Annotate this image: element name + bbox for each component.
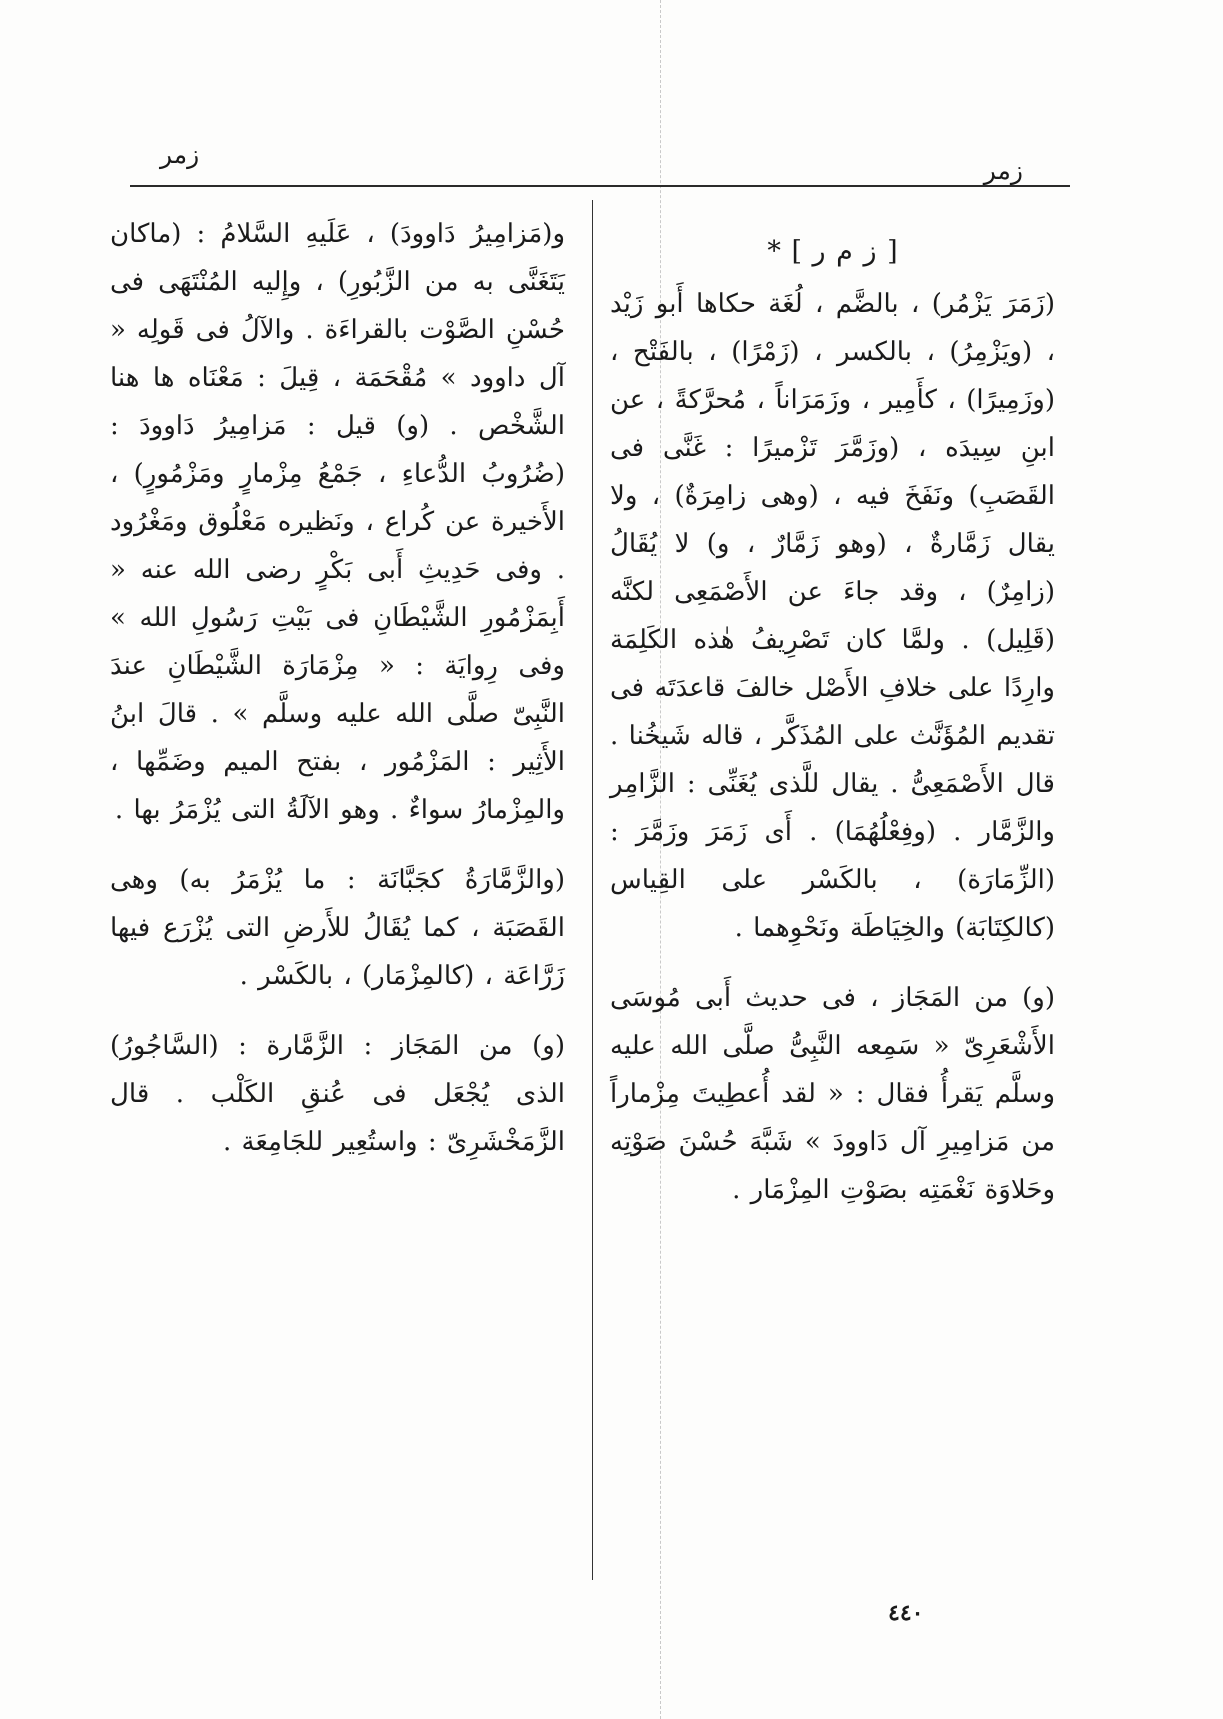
running-header-left: زمر — [160, 140, 200, 169]
left-paragraph-2: (والزَّمَّارَةُ كجَبَّانَة : ما يُزْمَرُ به) وهى القَصَبَة ، كما يُقَالُ للأَرضِ التى يُزْرَع فيها زَرَّاعَة ، (كالمِزْمَار) ، بالكَسْر . — [110, 865, 565, 991]
left-paragraph-1: و(مَزامِيرُ دَاوودَ) ، عَلَيهِ السَّلامُ : (ماكان يَتَغَنَّى به من الزَّبُورِ) ، وإِليه المُنْتَهَى فى حُسْنِ الصَّوْت بالقراءَة . والآلُ فى قَولِه « آل داوود » مُقْحَمَة ، قِيلَ : مَعْنَاه ها هنا الشَّخْص . (و) قيل : مَزامِيرُ دَاوودَ : (ضُرُوبُ الدُّعاءِ ، جَمْعُ مِزْمارٍ ومَزْمُورٍ) ، الأَخيرة عن كُراع ، ونَظيره مَعْلُوق ومَغْرُود . وفى حَدِيثِ أَبى بَكْرٍ رضى الله عنه « أَبِمَزْمُورِ الشَّيْطَانِ فى بَيْتِ رَسُولِ الله » وفى رِوايَة : « مِزْمَارَة الشَّيْطَانِ عندَ النَّبِىّ صلَّى الله عليه وسلَّم » . قالَ ابنُ الأَثِير : المَزْمُور ، بفتح الميم وضَمِّها ، والمِزْمارُ سواءٌ . وهو الآلَةُ التى يُزْمَرُ بها . — [110, 219, 565, 825]
page-number: ٤٤٠ — [888, 1600, 924, 1626]
running-header-right: زمر — [983, 156, 1023, 185]
header-rule — [130, 185, 1070, 187]
entry-heading: [ ز م ر ] * — [767, 236, 898, 267]
right-column — [610, 228, 1055, 1236]
right-paragraph-2: (و) من المَجَاز ، فى حديث أَبى مُوسَى الأَشْعَرِىّ « سَمِعه النَّبِىُّ صلَّى الله عليه وسلَّم يَقرأُ فقال : « لقد أُعطِيتَ مِزْماراً من مَزامِيرِ آل دَاوودَ » شَبَّهَ حُسْنَ صَوْتِه وحَلاوَة نَغْمَتِه بصَوْتِ المِزْمَار . — [610, 983, 1055, 1205]
left-column — [110, 210, 565, 1188]
right-paragraph-1: (زَمَرَ يَزْمُر) ، بالضَّم ، لُغَة حكاها أَبو زَيْد ، (ويَزْمِرُ) ، بالكسر ، (زَمْرًا) ، بالفَتْح ، (وزَمِيرًا) ، كأَمِير ، وزَمَرَاناً ، مُحرَّكةً ، عن ابنِ سِيدَه ، (وزَمَّرَ تَزْميرًا : غَنَّى فى القَصَبِ) ونَفَخَ فيه ، (وهى زامِرَةٌ) ، ولا يقال زَمَّارةٌ ، (وهو زَمَّارٌ ، و) لا يُقَالُ (زامِرٌ) ، وقد جاءَ عن الأَصْمَعِى لكنَّه (قَلِيل) . ولمَّا كان تَصْرِيفُ هٰذه الكَلِمَة وارِدًا على خلافِ الأَصْل خالفَ قاعدَتَه فى تقديم المُؤَنَّث على المُذَكَّر ، قاله شَيخُنا . قال الأَصْمَعِىُّ . يقال للَّذى يُغَنِّى : الزَّامِر والزَّمَّار . (وفِعْلُهُمَا) . أَى زَمَرَ وزَمَّرَ : (الزِّمَارَة) ، بالكَسْر على القِياس (كالكِتَابَة) والخِيَاطَة ونَحْوِهما . — [610, 289, 1055, 943]
left-paragraph-3: (و) من المَجَاز : الزَّمَّارة : (السَّاجُورُ) الذى يُجْعَل فى عُنقِ الكَلْب . قال الزَّمَخْشَرِىّ : واستُعِير للجَامِعَة . — [110, 1031, 565, 1157]
column-divider — [592, 200, 593, 1580]
